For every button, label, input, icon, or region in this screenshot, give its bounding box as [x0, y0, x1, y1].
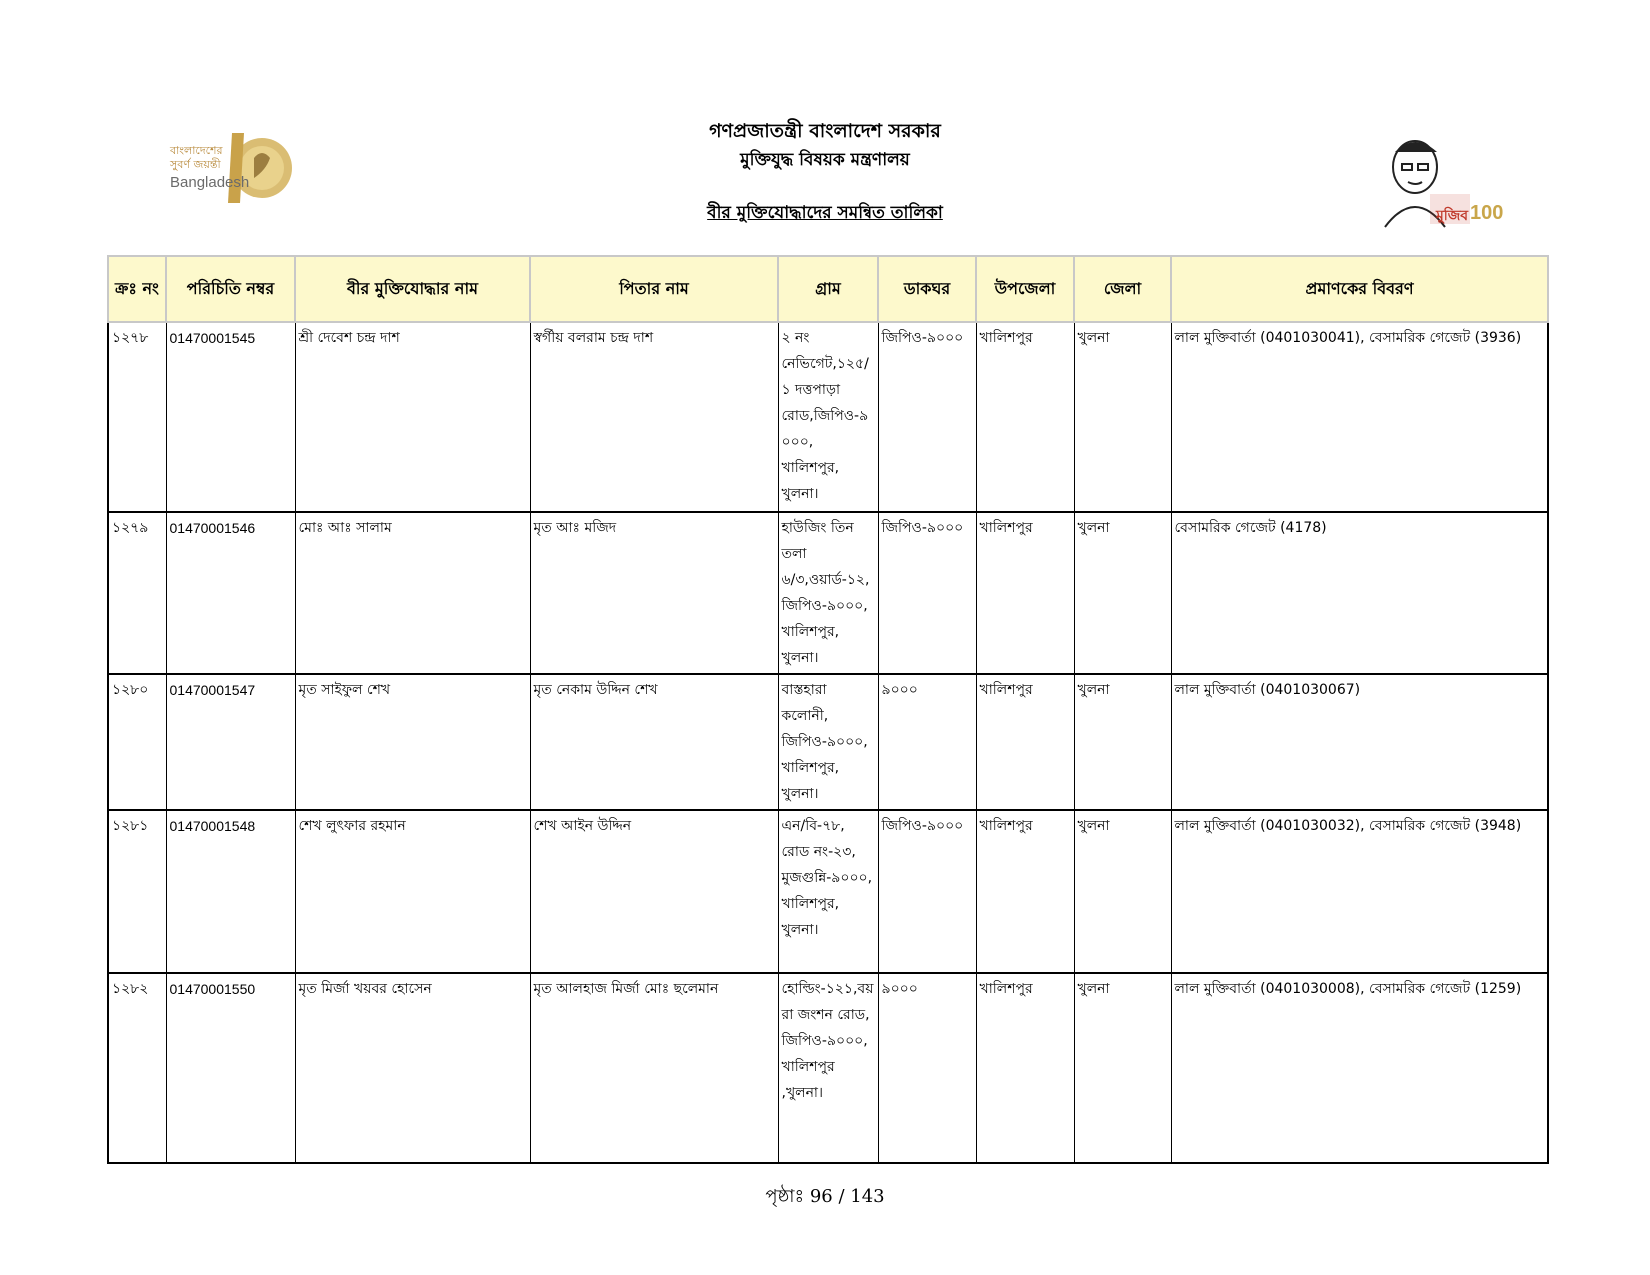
cell-village: ২ নং নেভিগেট,১২৫/১ দত্তপাড়া রোড,জিপিও-৯০০০, খালিশপুর, খুলনা। — [778, 322, 878, 512]
cell-serial: ১২৮০ — [108, 674, 166, 810]
logo-mujib-text: মুজিব — [1436, 208, 1469, 224]
ministry-name: মুক্তিযুদ্ধ বিষয়ক মন্ত্রণালয় — [740, 150, 910, 170]
cell-upazila: খালিশপুর — [976, 973, 1074, 1163]
cell-father: মৃত নেকাম উদ্দিন শেখ — [530, 674, 778, 810]
cell-id: 01470001547 — [166, 674, 295, 810]
table-body — [108, 322, 1548, 1163]
cell-district: খুলনা — [1074, 973, 1171, 1163]
cell-upazila: খালিশপুর — [976, 810, 1074, 973]
cell-serial: ১২৭৯ — [108, 512, 166, 674]
cell-id: 01470001548 — [166, 810, 295, 973]
column-header-evidence: প্রমাণকের বিবরণ — [1171, 256, 1548, 322]
column-header-id: পরিচিতি নম্বর — [166, 256, 295, 322]
cell-name: মৃত মির্জা খয়বর হোসেন — [295, 973, 530, 1163]
cell-serial: ১২৮১ — [108, 810, 166, 973]
cell-evidence: বেসামরিক গেজেট (4178) — [1171, 512, 1548, 674]
cell-district: খুলনা — [1074, 512, 1171, 674]
cell-father: স্বর্গীয় বলরাম চন্দ্র দাশ — [530, 322, 778, 512]
cell-upazila: খালিশপুর — [976, 322, 1074, 512]
cell-village: হাউজিং তিন তলা ৬/৩,ওয়ার্ড-১২,জিপিও-৯০০০,খালিশপুর, খুলনা। — [778, 512, 878, 674]
column-header-upazila: উপজেলা — [976, 256, 1074, 322]
cell-id: 01470001546 — [166, 512, 295, 674]
cell-upazila: খালিশপুর — [976, 512, 1074, 674]
cell-district: খুলনা — [1074, 322, 1171, 512]
cell-post-office: জিপিও-৯০০০ — [878, 512, 976, 674]
cell-name: মোঃ আঃ সালাম — [295, 512, 530, 674]
cell-district: খুলনা — [1074, 674, 1171, 810]
cell-name: শেখ লুৎফার রহমান — [295, 810, 530, 973]
cell-upazila: খালিশপুর — [976, 674, 1074, 810]
cell-post-office: জিপিও-৯০০০ — [878, 810, 976, 973]
cell-father: শেখ আইন উদ্দিন — [530, 810, 778, 973]
column-header-serial: ক্রঃ নং — [108, 256, 166, 322]
cell-evidence: লাল মুক্তিবার্তা (0401030067) — [1171, 674, 1548, 810]
cell-village: হোল্ডিং-১২১,বয়রা জংশন রোড, জিপিও-৯০০০, খালিশপুর ,খুলনা। — [778, 973, 878, 1163]
cell-post-office: ৯০০০ — [878, 674, 976, 810]
cell-serial: ১২৮২ — [108, 973, 166, 1163]
table-row — [108, 973, 1548, 1163]
page-number: 96 / 143 — [809, 1186, 885, 1207]
cell-evidence: লাল মুক্তিবার্তা (0401030041), বেসামরিক গেজেট (3936) — [1171, 322, 1548, 512]
cell-post-office: জিপিও-৯০০০ — [878, 322, 976, 512]
cell-name: শ্রী দেবেশ চন্দ্র দাশ — [295, 322, 530, 512]
column-header-name: বীর মুক্তিযোদ্ধার নাম — [295, 256, 530, 322]
column-header-village: গ্রাম — [778, 256, 878, 322]
page-label: পৃষ্ঠাঃ — [765, 1186, 805, 1207]
cell-name: মৃত সাইফুল শেখ — [295, 674, 530, 810]
freedom-fighters-table — [107, 255, 1549, 1164]
table-row — [108, 810, 1548, 973]
column-header-district: জেলা — [1074, 256, 1171, 322]
page-footer — [0, 1182, 1650, 1213]
cell-father: মৃত আঃ মজিদ — [530, 512, 778, 674]
cell-father: মৃত আলহাজ মির্জা মোঃ ছলেমান — [530, 973, 778, 1163]
cell-evidence: লাল মুক্তিবার্তা (0401030008), বেসামরিক গেজেট (1259) — [1171, 973, 1548, 1163]
cell-village: বাস্তহারা কলোনী, জিপিও-৯০০০,খালিশপুর, খুলনা। — [778, 674, 878, 810]
mujib-centenary-logo — [1370, 132, 1504, 232]
cell-post-office: ৯০০০ — [878, 973, 976, 1163]
table-row — [108, 674, 1548, 810]
cell-village: এন/বি-৭৮, রোড নং-২৩, মুজগুন্নি-৯০০০, খালিশপুর, খুলনা। — [778, 810, 878, 973]
cell-id: 01470001550 — [166, 973, 295, 1163]
table-row — [108, 512, 1548, 674]
column-header-father: পিতার নাম — [530, 256, 778, 322]
logo-centenary-number: 100 — [1470, 202, 1504, 224]
table-row — [108, 322, 1548, 512]
column-header-post-office: ডাকঘর — [878, 256, 976, 322]
table-header — [108, 256, 1548, 322]
cell-district: খুলনা — [1074, 810, 1171, 973]
logo-country: Bangladesh — [170, 174, 250, 191]
cell-evidence: লাল মুক্তিবার্তা (0401030032), বেসামরিক গেজেট (3948) — [1171, 810, 1548, 973]
government-title: গণপ্রজাতন্ত্রী বাংলাদেশ সরকার — [709, 120, 941, 142]
cell-id: 01470001545 — [166, 322, 295, 512]
logo-text-line2: সুবর্ণ জয়ন্তী — [170, 158, 221, 171]
cell-serial: ১২৭৮ — [108, 322, 166, 512]
list-title: বীর মুক্তিযোদ্ধাদের সমন্বিত তালিকা — [707, 203, 943, 223]
logo-text-line1: বাংলাদেশের — [170, 144, 223, 157]
